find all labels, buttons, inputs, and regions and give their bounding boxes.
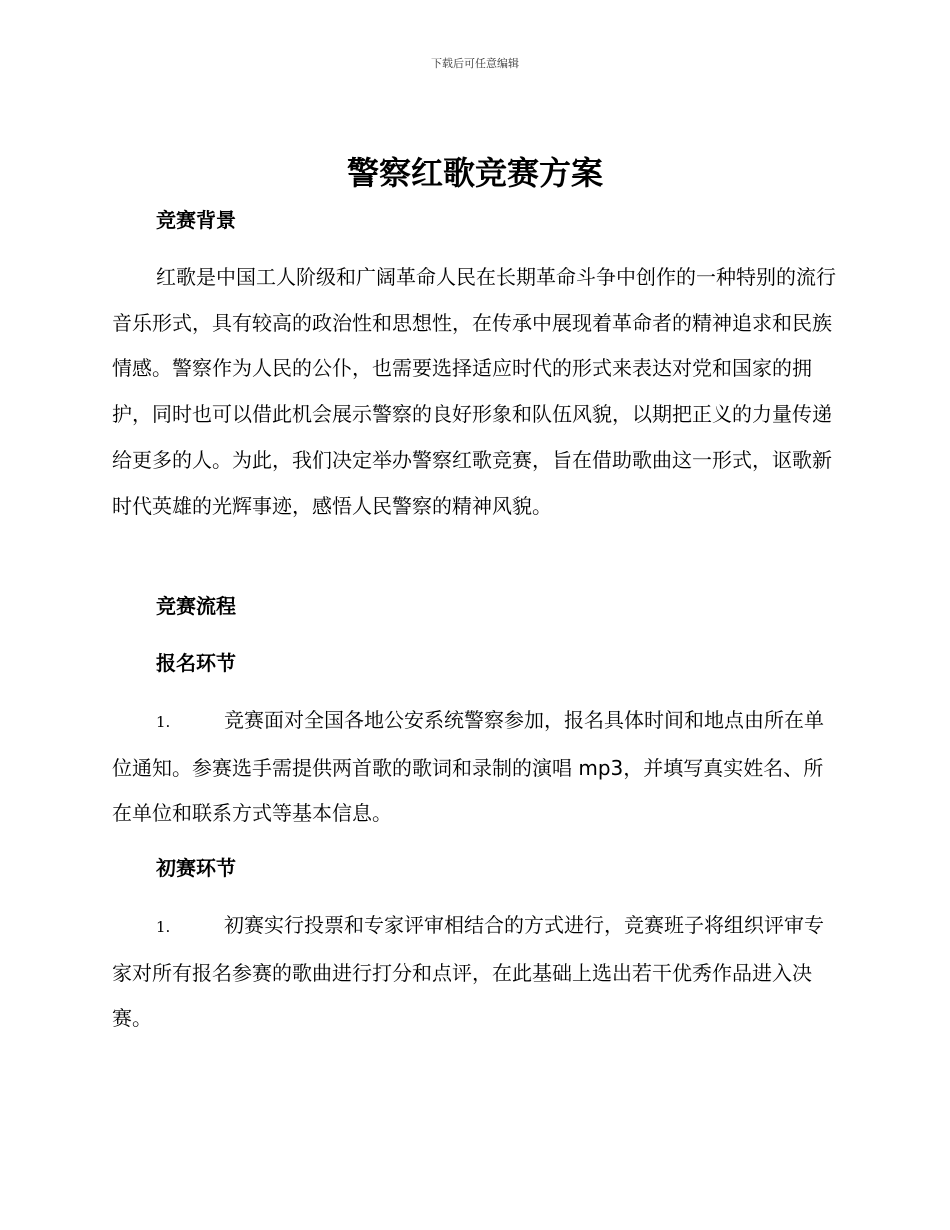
preliminary-item <box>112 903 840 1042</box>
section-heading-process: 竞赛流程 <box>156 594 236 618</box>
page-header: 下载后可任意编辑 <box>431 57 519 70</box>
section-heading-preliminary: 初赛环节 <box>156 856 236 880</box>
background-paragraph: 红歌是中国工人阶级和广阔革命人民在长期革命斗争中创作的一种特别的流行音乐形式，具有较高的政治性和思想性，在传承中展现着革命者的精神追求和民族情感。警察作为人民的公仆，也需要选择适应时代的形式来表达对党和国家的拥护，同时也可以借此机会展示警察的良好形象和队伍风貌，以期把正义的力量传递给更多的人。为此，我们决定举办警察红歌竞赛，旨在借助歌曲这一形式，讴歌新时代英雄的光辉事迹，感悟人民警察的精神风貌。 <box>112 265 836 518</box>
list-number: 1. <box>156 918 171 936</box>
list-number: 1. <box>156 713 171 731</box>
registration-item <box>112 698 840 837</box>
section-heading-background: 竞赛背景 <box>156 208 236 232</box>
preliminary-text: 初赛实行投票和专家评审相结合的方式进行，竞赛班子将组织评审专家对所有报名参赛的歌曲进行打分和点评，在此基础上选出若干优秀作品进入决赛。 <box>112 913 824 1031</box>
registration-text: 竞赛面对全国各地公安系统警察参加，报名具体时间和地点由所在单位通知。参赛选手需提供两首歌的歌词和录制的演唱 mp3，并填写真实姓名、所在单位和联系方式等基本信息。 <box>112 708 824 826</box>
section-heading-registration: 报名环节 <box>156 651 236 675</box>
document-title: 警察红歌竞赛方案 <box>346 154 603 192</box>
